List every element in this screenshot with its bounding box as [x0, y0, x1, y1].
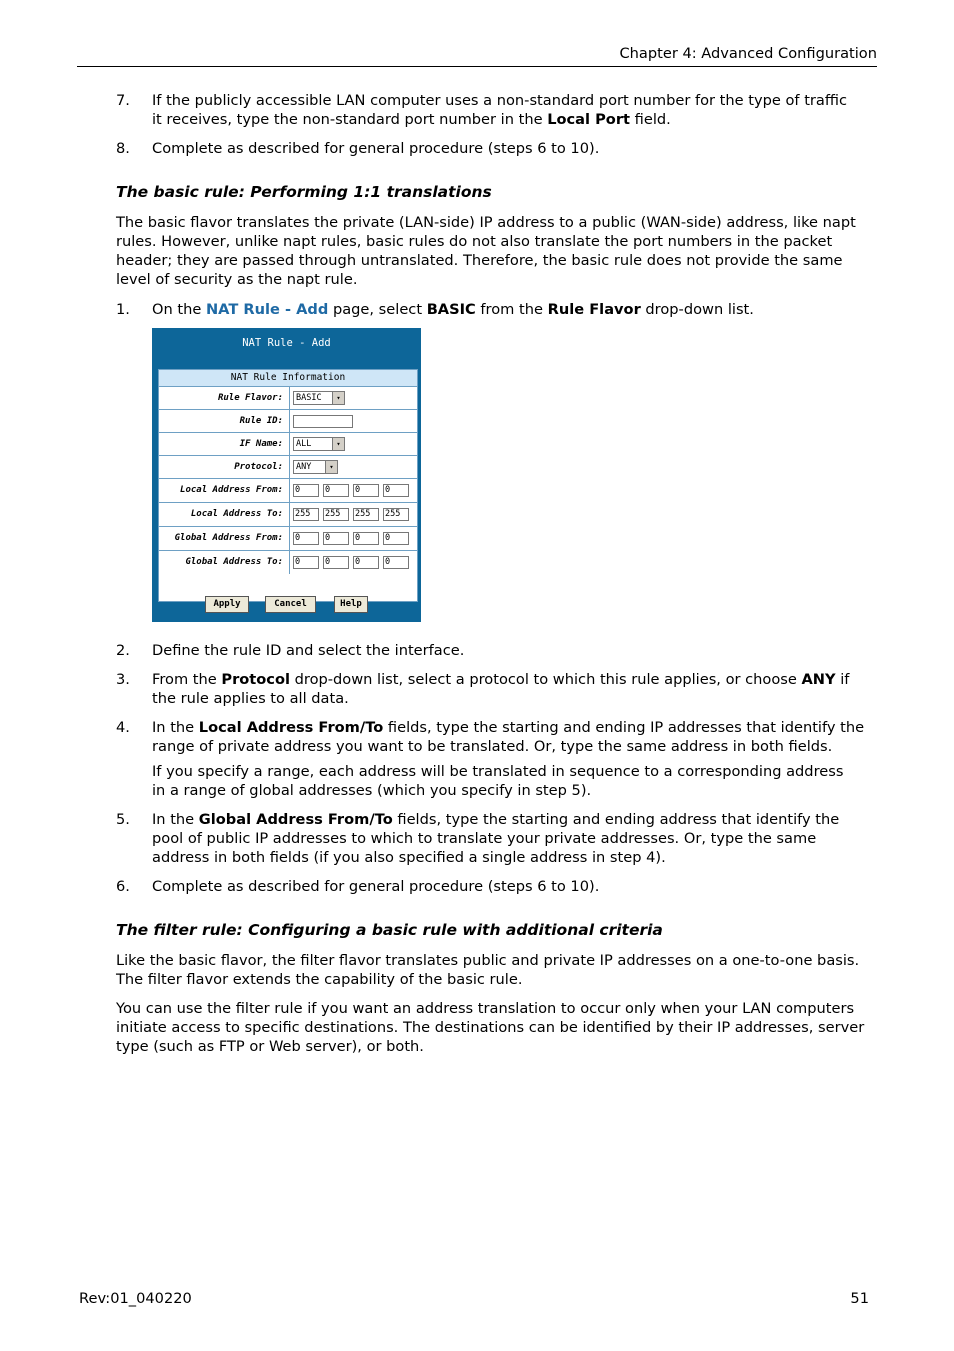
step-number: 8.	[116, 140, 130, 157]
global-to-label: Global Address To:	[159, 551, 290, 574]
ip-octet-input[interactable]: 0	[293, 484, 319, 497]
ip-octet-input[interactable]: 0	[323, 532, 349, 545]
ip-octet-input[interactable]: 255	[293, 508, 319, 521]
cancel-button[interactable]: Cancel	[265, 596, 316, 613]
step-number: 3.	[116, 671, 130, 688]
step-7-text: If the publicly accessible LAN computer uses a non-standard port number for the type of traffic it receives, type the non-standard port number in the Local Port field.	[152, 92, 848, 128]
rule-id-input[interactable]	[293, 415, 353, 428]
ip-octet-input[interactable]: 0	[293, 532, 319, 545]
protocol-select[interactable]: ANY ▾	[293, 460, 338, 474]
step-number: 6.	[116, 878, 130, 895]
ip-octet-input[interactable]: 0	[353, 532, 379, 545]
dropdown-arrow-icon: ▾	[325, 461, 337, 473]
if-name-label: IF Name:	[159, 433, 290, 455]
basic-rule-heading: The basic rule: Performing 1:1 translations	[116, 183, 492, 201]
nat-form-title: NAT Rule - Add	[242, 337, 331, 349]
revision-label: Rev:01_040220	[79, 1290, 192, 1307]
local-from-label: Local Address From:	[159, 479, 290, 502]
basic-step-4: In the Local Address From/To fields, type the starting and ending IP addresses that identify the range of private address you want to be translated. Or, type the same address in both fields.	[152, 719, 865, 755]
filter-rule-p2: You can use the filter rule if you want an address translation to occur only when your LAN computers initiate access to specific destinations. The destinations can be identified by their IP addresses, server type (such as FTP or Web server), or both.	[116, 1000, 865, 1055]
protocol-row	[159, 456, 417, 479]
step-8-text: Complete as described for general procedure (steps 6 to 10).	[152, 140, 600, 157]
ip-octet-input[interactable]: 0	[323, 556, 349, 569]
basic-step-3: From the Protocol drop-down list, select a protocol to which this rule applies, or choose ANY if the rule applies to all data.	[152, 671, 850, 707]
dropdown-arrow-icon: ▾	[332, 392, 344, 404]
local-to-label: Local Address To:	[159, 503, 290, 526]
rule-flavor-select[interactable]: BASIC ▾	[293, 391, 345, 405]
basic-step-2: Define the rule ID and select the interface.	[152, 642, 465, 659]
local-from-row	[159, 479, 417, 503]
nat-rule-table	[158, 369, 418, 602]
ip-octet-input[interactable]: 0	[383, 484, 409, 497]
if-name-select[interactable]: ALL ▾	[293, 437, 345, 451]
nat-rule-add-form	[152, 328, 421, 622]
ip-octet-input[interactable]: 0	[293, 556, 319, 569]
step-number: 5.	[116, 811, 130, 828]
nat-rule-add-link[interactable]: NAT Rule - Add	[205, 301, 329, 318]
ip-octet-input[interactable]: 255	[323, 508, 349, 521]
page-number: 51	[850, 1290, 869, 1307]
apply-button[interactable]: Apply	[205, 596, 249, 613]
rule-flavor-row	[159, 387, 417, 410]
basic-step-1: On the NAT Rule - Add page, select BASIC from the Rule Flavor drop-down list.	[152, 301, 754, 318]
basic-rule-intro: The basic flavor translates the private (LAN-side) IP address to a public (WAN-side) address, like napt rules. However, unlike napt rules, basic rules do not also translate the port numbers in the packet header; they are passed through untranslated. Therefore, the basic rule does not provide the same level of security as the napt rule.	[116, 214, 856, 288]
basic-step-4-extra: If you specify a range, each address will be translated in sequence to a corresponding address in a range of global addresses (which you specify in step 5).	[152, 763, 844, 799]
rule-id-label: Rule ID:	[159, 410, 290, 432]
step-number: 2.	[116, 642, 130, 659]
step-number: 1.	[116, 301, 130, 318]
help-button[interactable]: Help	[334, 596, 368, 613]
ip-octet-input[interactable]: 0	[323, 484, 349, 497]
step-number: 4.	[116, 719, 130, 736]
filter-rule-p1: Like the basic flavor, the filter flavor translates public and private IP addresses on a one-to-one basis. The filter flavor extends the capability of the basic rule.	[116, 952, 860, 988]
nat-table-header: NAT Rule Information	[159, 370, 417, 387]
running-header: Chapter 4: Advanced Configuration	[619, 45, 877, 62]
ip-octet-input[interactable]: 0	[383, 556, 409, 569]
header-rule	[77, 66, 877, 67]
rule-flavor-label: Rule Flavor:	[159, 387, 290, 409]
global-from-label: Global Address From:	[159, 527, 290, 550]
local-to-row	[159, 503, 417, 527]
ip-octet-input[interactable]: 0	[353, 484, 379, 497]
global-to-row	[159, 551, 417, 574]
filter-rule-heading: The filter rule: Configuring a basic rule with additional criteria	[116, 921, 663, 939]
basic-step-5: In the Global Address From/To fields, type the starting and ending address that identify the pool of public IP addresses to which to translate your private addresses. Or, type the same address in both fields (if you also specified a single address in step 4).	[152, 811, 840, 866]
ip-octet-input[interactable]: 255	[383, 508, 409, 521]
rule-id-row	[159, 410, 417, 433]
step-number: 7.	[116, 92, 130, 109]
ip-octet-input[interactable]: 255	[353, 508, 379, 521]
if-name-row	[159, 433, 417, 456]
global-from-row	[159, 527, 417, 551]
basic-step-6: Complete as described for general procedure (steps 6 to 10).	[152, 878, 600, 895]
protocol-label: Protocol:	[159, 456, 290, 478]
ip-octet-input[interactable]: 0	[383, 532, 409, 545]
ip-octet-input[interactable]: 0	[353, 556, 379, 569]
dropdown-arrow-icon: ▾	[332, 438, 344, 450]
